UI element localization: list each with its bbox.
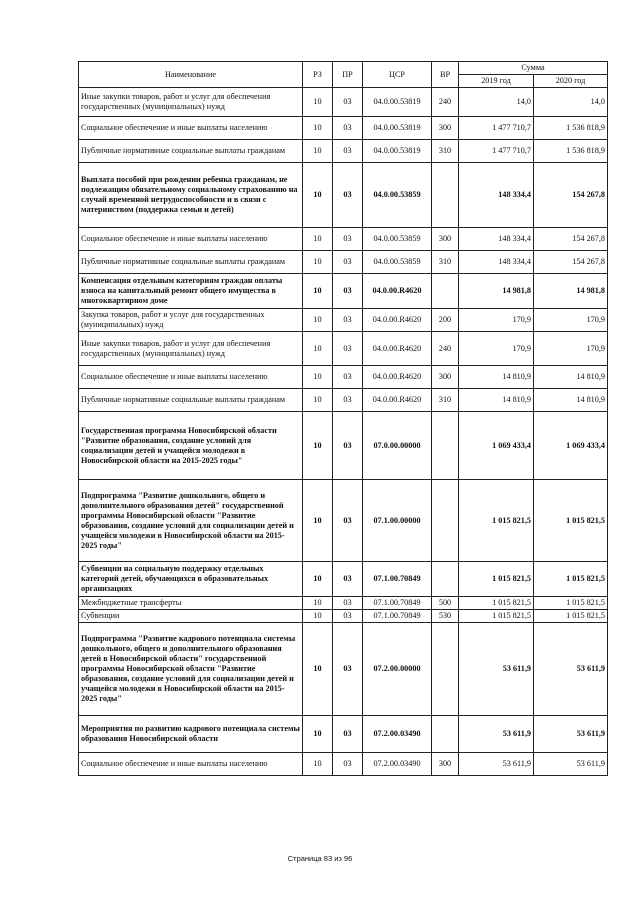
header-rz: РЗ	[303, 62, 333, 88]
row-name: Публичные нормативные социальные выплаты гражданам	[79, 389, 303, 412]
row-csr: 07.1.00.00000	[363, 480, 432, 562]
row-name: Субвенции	[79, 610, 303, 623]
row-2019: 53 611,9	[459, 716, 534, 753]
row-2020: 14 981,8	[534, 274, 608, 309]
row-2020: 1 015 821,5	[534, 562, 608, 597]
row-csr: 04.0.00.R4620	[363, 309, 432, 332]
row-2019: 1 477 710,7	[459, 117, 534, 140]
row-name: Социальное обеспечение и иные выплаты населению	[79, 366, 303, 389]
row-2020: 53 611,9	[534, 753, 608, 776]
row-vr: 530	[432, 610, 459, 623]
row-csr: 04.0.00.53819	[363, 117, 432, 140]
row-2020: 1 069 433,4	[534, 412, 608, 480]
row-pr: 03	[333, 309, 363, 332]
row-rz: 10	[303, 753, 333, 776]
row-csr: 07.1.00.70849	[363, 610, 432, 623]
table-body	[79, 88, 608, 776]
row-2019: 148 334,4	[459, 251, 534, 274]
row-csr: 04.0.00.53859	[363, 163, 432, 228]
table-row	[79, 332, 608, 366]
row-vr: 300	[432, 117, 459, 140]
table-row	[79, 480, 608, 562]
row-csr: 07.2.00.03490	[363, 753, 432, 776]
row-rz: 10	[303, 480, 333, 562]
row-name: Социальное обеспечение и иные выплаты населению	[79, 753, 303, 776]
row-name: Публичные нормативные социальные выплаты гражданам	[79, 251, 303, 274]
row-pr: 03	[333, 412, 363, 480]
row-pr: 03	[333, 562, 363, 597]
budget-table	[78, 61, 608, 776]
row-vr	[432, 480, 459, 562]
row-rz: 10	[303, 366, 333, 389]
row-pr: 03	[333, 140, 363, 163]
row-rz: 10	[303, 610, 333, 623]
header-vr: ВР	[432, 62, 459, 88]
table-row	[79, 412, 608, 480]
header-2019: 2019 год	[459, 75, 534, 88]
row-2020: 14 810,9	[534, 366, 608, 389]
row-name: Подпрограмма "Развитие кадрового потенциала системы дошкольного, общего и дополнительного образования детей в Новосибирской области" государственной программы Новосибирской области "Развитие образования, создание условий для социализации детей и учащейся молодежи в Новосибирской области на 2015-2025 годы"	[79, 623, 303, 716]
table-row	[79, 163, 608, 228]
row-rz: 10	[303, 716, 333, 753]
row-vr	[432, 163, 459, 228]
row-csr: 04.0.00.53819	[363, 88, 432, 117]
header-csr: ЦСР	[363, 62, 432, 88]
row-2019: 148 334,4	[459, 228, 534, 251]
row-name: Социальное обеспечение и иные выплаты населению	[79, 228, 303, 251]
row-name: Публичные нормативные социальные выплаты гражданам	[79, 140, 303, 163]
row-vr: 240	[432, 88, 459, 117]
header-2020: 2020 год	[534, 75, 608, 88]
row-vr: 310	[432, 140, 459, 163]
row-name: Закупка товаров, работ и услуг для государственных (муниципальных) нужд	[79, 309, 303, 332]
row-vr: 500	[432, 597, 459, 610]
row-pr: 03	[333, 163, 363, 228]
row-2020: 1 015 821,5	[534, 480, 608, 562]
row-pr: 03	[333, 716, 363, 753]
row-2020: 154 267,8	[534, 163, 608, 228]
row-2019: 14 810,9	[459, 366, 534, 389]
table-row	[79, 251, 608, 274]
table-row	[79, 228, 608, 251]
row-vr: 300	[432, 366, 459, 389]
row-rz: 10	[303, 389, 333, 412]
table-row	[79, 597, 608, 610]
row-csr: 07.1.00.70849	[363, 597, 432, 610]
row-2020: 53 611,9	[534, 623, 608, 716]
row-2020: 1 536 818,9	[534, 117, 608, 140]
row-name: Мероприятия по развитию кадрового потенциала системы образования Новосибирской области	[79, 716, 303, 753]
row-csr: 04.0.00.R4620	[363, 332, 432, 366]
row-pr: 03	[333, 274, 363, 309]
row-2020: 170,9	[534, 332, 608, 366]
table-row	[79, 610, 608, 623]
row-2019: 53 611,9	[459, 623, 534, 716]
row-pr: 03	[333, 753, 363, 776]
row-csr: 04.0.00.53859	[363, 228, 432, 251]
row-name: Компенсация отдельным категориям граждан оплаты взноса на капитальный ремонт общего имущества в многоквартирном доме	[79, 274, 303, 309]
row-rz: 10	[303, 309, 333, 332]
row-rz: 10	[303, 228, 333, 251]
row-rz: 10	[303, 163, 333, 228]
row-2019: 1 015 821,5	[459, 597, 534, 610]
table-row	[79, 716, 608, 753]
row-rz: 10	[303, 274, 333, 309]
row-vr	[432, 716, 459, 753]
row-vr: 240	[432, 332, 459, 366]
row-2019: 1 069 433,4	[459, 412, 534, 480]
row-name: Государственная программа Новосибирской области "Развитие образования, создание условий для социализации детей и учащейся молодежи в Новосибирской области на 2015-2025 годы"	[79, 412, 303, 480]
table-row	[79, 366, 608, 389]
row-rz: 10	[303, 623, 333, 716]
row-pr: 03	[333, 623, 363, 716]
row-name: Субвенции на социальную поддержку отдельных категорий детей, обучающихся в образовательных организациях	[79, 562, 303, 597]
row-csr: 07.0.00.00000	[363, 412, 432, 480]
table-row	[79, 117, 608, 140]
row-2019: 148 334,4	[459, 163, 534, 228]
row-2019: 1 015 821,5	[459, 562, 534, 597]
row-pr: 03	[333, 332, 363, 366]
row-pr: 03	[333, 610, 363, 623]
row-vr	[432, 562, 459, 597]
row-vr	[432, 412, 459, 480]
row-2020: 14,0	[534, 88, 608, 117]
table-row	[79, 309, 608, 332]
row-2019: 170,9	[459, 309, 534, 332]
row-rz: 10	[303, 332, 333, 366]
row-2020: 170,9	[534, 309, 608, 332]
table-row	[79, 562, 608, 597]
row-pr: 03	[333, 88, 363, 117]
row-2019: 1 477 710,7	[459, 140, 534, 163]
row-csr: 04.0.00.R4620	[363, 389, 432, 412]
row-pr: 03	[333, 366, 363, 389]
row-2019: 1 015 821,5	[459, 610, 534, 623]
row-rz: 10	[303, 88, 333, 117]
row-pr: 03	[333, 251, 363, 274]
row-csr: 07.1.00.70849	[363, 562, 432, 597]
header-pr: ПР	[333, 62, 363, 88]
row-2019: 53 611,9	[459, 753, 534, 776]
table-row	[79, 274, 608, 309]
table-row	[79, 88, 608, 117]
row-vr: 310	[432, 251, 459, 274]
header-name: Наименование	[79, 62, 303, 88]
row-2019: 14 810,9	[459, 389, 534, 412]
row-rz: 10	[303, 562, 333, 597]
page-footer: Страница 83 из 96	[287, 854, 353, 863]
row-rz: 10	[303, 140, 333, 163]
row-2020: 1 015 821,5	[534, 610, 608, 623]
row-pr: 03	[333, 389, 363, 412]
header-sum: Сумма	[459, 62, 608, 75]
row-pr: 03	[333, 228, 363, 251]
row-vr: 200	[432, 309, 459, 332]
row-2019: 14,0	[459, 88, 534, 117]
row-2019: 1 015 821,5	[459, 480, 534, 562]
row-csr: 07.2.00.03490	[363, 716, 432, 753]
row-vr: 300	[432, 228, 459, 251]
row-rz: 10	[303, 597, 333, 610]
table-row	[79, 140, 608, 163]
row-2019: 14 981,8	[459, 274, 534, 309]
row-csr: 04.0.00.53859	[363, 251, 432, 274]
row-pr: 03	[333, 117, 363, 140]
row-csr: 04.0.00.53819	[363, 140, 432, 163]
row-rz: 10	[303, 412, 333, 480]
row-2019: 170,9	[459, 332, 534, 366]
row-name: Выплата пособий при рождении ребенка гражданам, не подлежащим обязательному социальному страхованию на случай временной нетрудоспособности и в связи с материнством (поддержка семьи и детей)	[79, 163, 303, 228]
row-pr: 03	[333, 480, 363, 562]
row-csr: 04.0.00.R4620	[363, 366, 432, 389]
row-2020: 53 611,9	[534, 716, 608, 753]
table-row	[79, 623, 608, 716]
row-csr: 04.0.00.R4620	[363, 274, 432, 309]
row-vr	[432, 274, 459, 309]
row-2020: 1 536 818,9	[534, 140, 608, 163]
table-row	[79, 389, 608, 412]
row-pr: 03	[333, 597, 363, 610]
row-vr	[432, 623, 459, 716]
row-name: Иные закупки товаров, работ и услуг для обеспечения государственных (муниципальных) нужд	[79, 332, 303, 366]
row-rz: 10	[303, 251, 333, 274]
row-name: Иные закупки товаров, работ и услуг для обеспечения государственных (муниципальных) нужд	[79, 88, 303, 117]
row-rz: 10	[303, 117, 333, 140]
row-2020: 14 810,9	[534, 389, 608, 412]
table-row	[79, 753, 608, 776]
row-vr: 310	[432, 389, 459, 412]
row-2020: 1 015 821,5	[534, 597, 608, 610]
row-2020: 154 267,8	[534, 228, 608, 251]
row-2020: 154 267,8	[534, 251, 608, 274]
row-name: Социальное обеспечение и иные выплаты населению	[79, 117, 303, 140]
row-name: Подпрограмма "Развитие дошкольного, общего и дополнительного образования детей" государственной программы Новосибирской области "Развитие образования, создание условий для социализации детей и учащейся молодежи в Новосибирской области на 2015-2025 годы"	[79, 480, 303, 562]
row-vr: 300	[432, 753, 459, 776]
row-name: Межбюджетные трансферты	[79, 597, 303, 610]
row-csr: 07.2.00.00000	[363, 623, 432, 716]
